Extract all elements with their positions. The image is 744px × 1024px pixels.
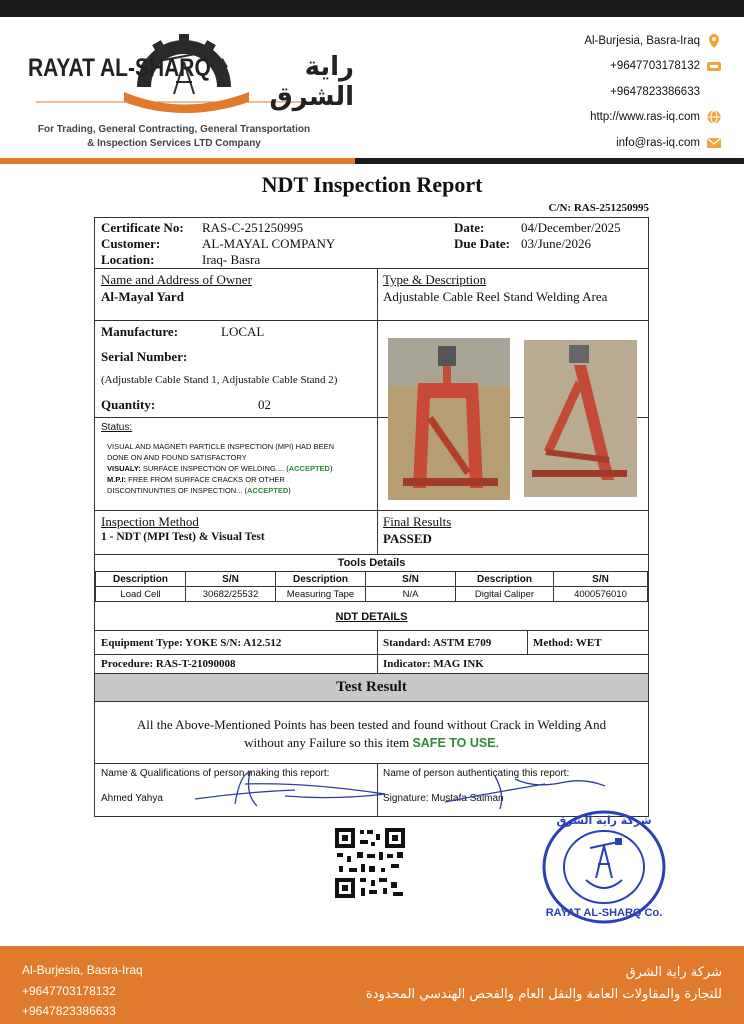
visualy-text: SURFACE INSPECTION OF WELDING.... ( [142,464,289,473]
tools-header-cell: Description [276,572,366,587]
footer-phone-2[interactable]: +9647823386633 [22,1004,116,1018]
report-title: NDT Inspection Report [261,172,483,197]
company-tagline [24,123,324,151]
company-stamp [540,808,668,926]
contact-address [462,28,722,54]
footer-arabic-line-1: شركة راية الشرق [625,965,722,980]
customer-label: Customer: [101,236,161,251]
divider [377,655,378,673]
ndt-row-2 [95,655,648,674]
stand-photo-2 [524,340,637,497]
method-value: 1 - NDT (MPI Test) & Visual Test [101,531,265,543]
certificate-label: Certificate No: [101,220,184,235]
divider [377,511,378,554]
tagline-line-2: & Inspection Services LTD Company [87,138,261,149]
tools-header-cell: Description [96,572,186,587]
mpi-text-2: DISCONTINUNTIES OF INSPECTION... ( [107,486,248,495]
mpi-line [107,474,334,485]
procedure: Procedure: RAS-T-21090008 [101,658,236,670]
result-line-1: All the Above-Mentioned Points has been tested and found without Crack in Welding And [136,717,607,732]
footer-phone-1[interactable]: +9647703178132 [22,983,116,998]
maker-label: Name & Qualifications of person making this report: [101,768,330,779]
logo-text-english: RAYAT AL-SHARQ [28,54,211,83]
equipment-type: Equipment Type: YOKE S/N: A12.512 [101,637,282,649]
tools-header-cell: Description [456,572,554,587]
divider [377,631,378,654]
serial-value: (Adjustable Cable Stand 1, Adjustable Cable Stand 2) [101,374,338,386]
tools-cell: 4000576010 [554,587,648,602]
tools-header-cell: S/N [554,572,648,587]
result-period: . [495,735,499,750]
auth-label: Name of person authenticating this report: [383,768,570,779]
serial-label: Serial Number: [101,349,188,364]
tools-cell: 30682/25532 [186,587,276,602]
footer-arabic [366,962,722,1006]
mpi-label: M.P.I: [107,475,127,484]
divider [377,418,378,510]
visualy-paren: ) [329,464,333,473]
quantity-value: 02 [258,397,271,412]
location-label: Location: [101,252,155,267]
contact-email[interactable] [462,130,722,156]
owner-label: Name and Address of Owner [101,272,252,287]
mpi-result: ACCEPTED [247,486,289,495]
visualy-label: VISUALY: [107,464,141,473]
website-text[interactable]: http://www.ras-iq.com [590,111,700,124]
final-results-value: PASSED [383,531,432,546]
maker-name: Ahmed Yahya [101,793,163,804]
test-result-body [95,702,648,764]
tools-header [95,555,648,572]
indicator: Indicator: MAG INK [383,658,484,670]
result-line-2 [95,734,648,752]
final-results-label: Final Results [383,514,452,529]
tools-table [95,571,648,602]
contact-phone-2[interactable] [462,79,722,105]
divider [377,269,378,320]
date-label: Date: [454,220,485,235]
status-line-2: DONE ON AND FOUND SATISFACTORY [107,453,247,462]
result-line-2-text: without any Failure so this item [244,735,413,750]
cable-stand-image-1 [388,338,510,500]
ndt-title: NDT DETAILS [335,611,408,623]
certificate-value: RAS-C-251250995 [202,220,304,235]
phone-icon [706,58,722,74]
type-value: Adjustable Cable Reel Stand Welding Area [383,289,608,304]
footer-address: Al-Burjesia, Basra-Iraq [22,963,143,977]
contact-website[interactable] [462,105,722,131]
tools-header-row [96,572,648,587]
company-logo [24,22,354,152]
customer-value: AL-MAYAL COMPANY [202,236,336,251]
auth-signature-image [425,764,625,814]
phone-2-text[interactable]: +9647823386633 [610,85,700,98]
footer-arabic-line-2: للتجارة والمقاولات العامة والنقل العام والفحص الهندسي المحدودة [365,987,722,1002]
contact-block [462,28,722,156]
stamp-text: RAYAT AL-SHARQ Co. [545,907,663,919]
ndt-row-1 [95,631,648,655]
auth-name: Signature: Mustafa Salman [383,793,504,804]
qr-code[interactable] [335,828,405,898]
status-label: Status: [101,422,133,433]
top-bar [0,0,744,17]
divider [527,631,528,654]
test-result-header [95,674,648,702]
tools-row [96,587,648,602]
due-date-value: 03/June/2026 [521,236,592,251]
location-pin-icon [706,33,722,49]
email-icon [706,135,722,151]
header-rule-orange [0,158,355,164]
certificate-section [95,218,648,269]
inspection-form [94,217,649,817]
tools-cell: Digital Caliper [456,587,554,602]
cable-stand-image-2 [524,340,637,497]
tools-cell: Measuring Tape [276,587,366,602]
standard: Standard: ASTM E709 [383,637,492,649]
tools-title: Tools Details [337,557,406,569]
tools-header-cell: S/N [186,572,276,587]
maker-signature-image [185,764,385,814]
phone-spacer [706,84,722,100]
tagline-line-1: For Trading, General Contracting, General Transportation [37,124,311,135]
control-number: C/N: RAS-251250995 [548,202,649,214]
mpi-text-1: FREE FROM SURFACE CRACKS OR OTHER [128,475,285,484]
contact-phone-1[interactable] [462,54,722,80]
tools-header-cell: S/N [366,572,456,587]
logo-text-arabic: راية الشرق [269,52,354,112]
due-date-label: Due Date: [454,236,510,251]
visualy-result: ACCEPTED [288,464,330,473]
stand-photo-1 [388,338,510,500]
divider [377,321,378,417]
status-line-1: VISUAL AND MAGNETI PARTICLE INSPECTION (MPI) HAD BEEN [107,442,334,451]
header-rule-dark [355,158,744,164]
status-text [107,441,334,496]
visualy-line [107,463,334,474]
method-label: Inspection Method [101,514,199,529]
test-result-title: Test Result [336,679,407,695]
owner-value: Al-Mayal Yard [101,289,184,304]
quantity-label: Quantity: [101,397,156,412]
tools-cell: N/A [366,587,456,602]
method: Method: WET [533,637,602,649]
date-value: 04/December/2025 [521,220,621,235]
method-section [95,511,648,555]
type-label: Type & Description [383,272,487,287]
tools-cell: Load Cell [96,587,186,602]
email-text[interactable]: info@ras-iq.com [616,136,700,149]
phone-1-text[interactable]: +9647703178132 [610,60,700,73]
owner-type-section [95,269,648,321]
page-footer [0,946,744,1024]
location-value: Iraq- Basra [202,252,261,267]
manufacture-label: Manufacture: [101,324,179,339]
mpi-paren: ) [288,486,291,495]
mpi-line-2 [107,485,334,496]
globe-icon [706,109,722,125]
safe-to-use: SAFE TO USE [412,736,496,750]
manufacture-value: LOCAL [221,324,265,339]
footer-contacts [22,960,143,1022]
ndt-title-row [95,605,648,631]
address-text: Al-Burjesia, Basra-Iraq [584,34,700,47]
stamp-text-arabic: شركة راية الشرق [556,814,652,827]
